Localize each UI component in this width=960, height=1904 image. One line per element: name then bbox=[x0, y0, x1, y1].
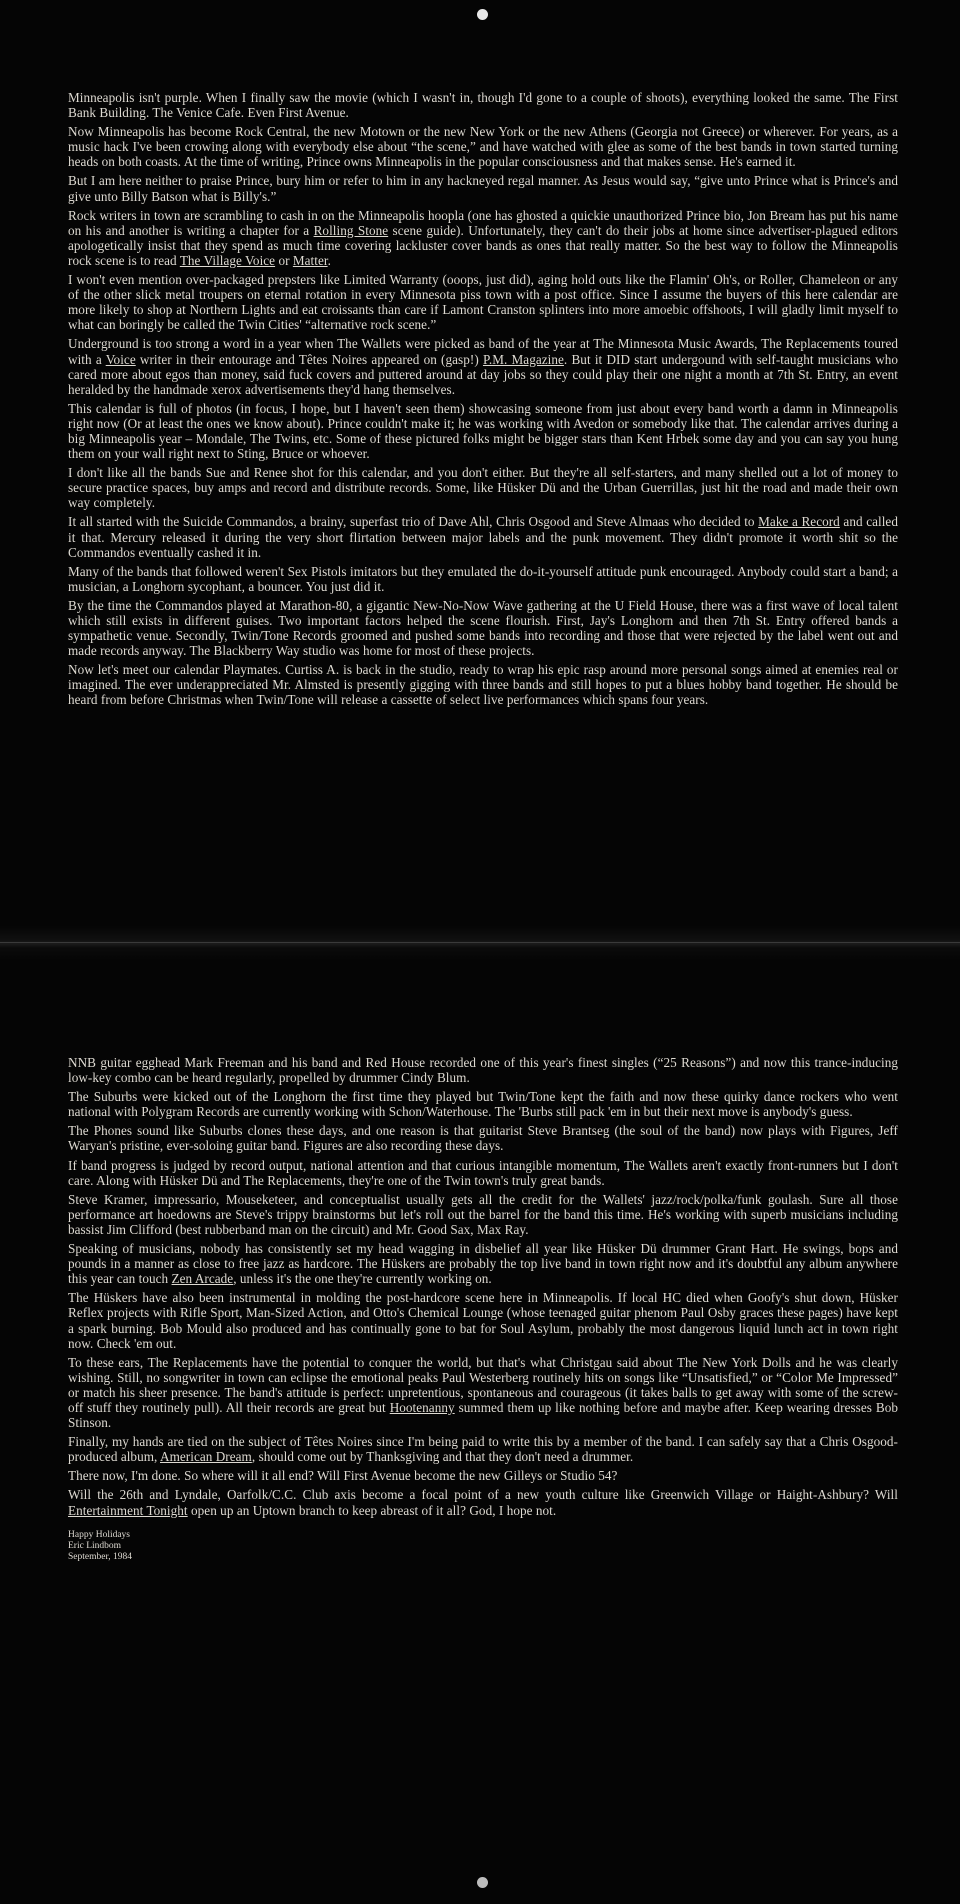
publication-title: Voice bbox=[105, 351, 136, 367]
text-run: writer in their entourage and Têtes Noires appeared on (gasp!) bbox=[135, 351, 483, 367]
essay-upper-half bbox=[68, 90, 898, 712]
signoff-greeting: Happy Holidays bbox=[68, 1529, 131, 1540]
text-run: Speaking of musicians, nobody has consistently set my head wagging in disbelief all year like Hüsker Dü drummer Grant Hart. He swings, bops and pounds in a manner as close to free jazz as hardcore. The Hüskers are probably the top live band in town right now and it's doubtful any album anywhere this year can touch bbox=[68, 1241, 898, 1287]
paragraph: The Phones sound like Suburbs clones these days, and one reason is that guitarist Steve Brantseg (the soul of the band) now plays with Figures, Jeff Waryan's pristine, ever-soloing guitar band. Figures are also recording these days. bbox=[68, 1123, 898, 1154]
publication-title: Matter bbox=[292, 252, 328, 268]
text-run: Rock writers in town are scrambling to cash in on the Minneapolis hoopla (one has ghosted a quickie unauthorized Prince bio, Jon Bream has put his name on his and another is writing a chapter for a bbox=[68, 207, 898, 238]
signoff-date: September, 1984 bbox=[68, 1551, 132, 1562]
text-run: , unless it's the one they're currently working on. bbox=[233, 1271, 492, 1287]
fold-crease bbox=[0, 942, 960, 943]
album-title: Make a Record bbox=[758, 514, 840, 530]
paragraph: Now Minneapolis has become Rock Central, the new Motown or the new New York or the new Athens (Georgia not Greece) or wherever. For years, as a music hack I've been crowing along with everybody else about “the scene,” and have watched with glee as some of the best bands in town started turning heads on both coasts. At the time of writing, Prince owns Minneapolis in the popular consciousness and that makes sense. He's earned it. bbox=[68, 124, 898, 170]
essay-lower-half bbox=[68, 1055, 898, 1563]
publication-title: P.M. Magazine bbox=[482, 351, 564, 367]
signoff-author: Eric Lindbom bbox=[68, 1540, 122, 1551]
paragraph: Minneapolis isn't purple. When I finally saw the movie (which I wasn't in, though I'd gone to a couple of shoots), everything looked the same. The First Bank Building. The Venice Cafe. Even First Avenue. bbox=[68, 90, 898, 121]
paragraph bbox=[68, 1355, 898, 1430]
paragraph bbox=[68, 1241, 898, 1286]
paragraph bbox=[68, 208, 898, 268]
signoff bbox=[68, 1530, 898, 1563]
punch-hole-bottom bbox=[477, 1877, 488, 1888]
publication-title: The Village Voice bbox=[179, 252, 276, 268]
paragraph: By the time the Commandos played at Marathon-80, a gigantic New-No-Now Wave gathering at the U Field House, there was a first wave of local talent which still exists in different guises. Two important factors helped the scene flourish. First, Jay's Longhorn and then 7th St. Entry offered bands a sympathetic venue. Secondly, Twin/Tone Records groomed and pushed some bands into recording and those that were rejected by the label went out and made records anyway. The Blackberry Way studio was home for most of these projects. bbox=[68, 597, 898, 659]
text-run: It all started with the Suicide Commandos, a brainy, superfast trio of Dave Ahl, Chris Osgood and Steve Almaas who decided to bbox=[68, 514, 759, 530]
paragraph: NNB guitar egghead Mark Freeman and his band and Red House recorded one of this year's finest singles (“25 Reasons”) and now this trance-inducing low-key combo can be heard regularly, propelled by drummer Cindy Blum. bbox=[68, 1055, 898, 1086]
paragraph bbox=[68, 514, 898, 559]
paragraph: Many of the bands that followed weren't Sex Pistols imitators but they emulated the do-it-yourself attitude punk encouraged. Anybody could start a band; a musician, a Longhorn sycophant, a bouncer. You just did it. bbox=[68, 563, 898, 594]
paragraph: This calendar is full of photos (in focus, I hope, but I haven't seen them) showcasing someone from just about every band worth a damn in Minneapolis right now (Or at least the ones we know about). Prince couldn't make it; he was working with Avedon or somebody like that. The calendar arrives during a big Minneapolis year – Mondale, The Twins, etc. Some of these pictured folks might be bigger stars than Kent Hrbek some day and you can say you hung them on your wall right next to Sting, Bruce or whoever. bbox=[68, 400, 898, 462]
paragraph: There now, I'm done. So where will it all end? Will First Avenue become the new Gilleys or Studio 54? bbox=[68, 1468, 618, 1484]
text-run: and called it that. Mercury released it during the very short flirtation between major labels and the punk movement. They didn't promote it worth shit so the Commandos eventually cashed it in. bbox=[68, 514, 898, 560]
paragraph bbox=[68, 1434, 898, 1464]
album-title: Zen Arcade bbox=[171, 1271, 234, 1287]
tv-show-title: Entertainment Tonight bbox=[68, 1502, 188, 1518]
text-run: . But it DID start undergound with self-taught musicians who cared more about egos than money, said fuck covers and puttered around at day jobs so they could play their one night a month at 7th St. Entry, an event heralded by the handmade xerox advertisements they'd hang themselves. bbox=[68, 351, 898, 397]
text-run: Finally, my hands are tied on the subject of Têtes Noires since I'm being paid to write this by a member of the band. I can safely say that a Chris Osgood-produced album, bbox=[68, 1434, 898, 1465]
paragraph: I won't even mention over-packaged prepsters like Limited Warranty (ooops, just did), aging hold outs like the Flamin' Oh's, or Roller, Chameleon or any of the other slick metal troupers on eternal rotation in every Minnesota piss town with a post office. Since I assume the buyers of this here calendar are more likely to shop at Northern Lights and eat croissants than care if Lamont Cranston splinters into more amoebic offshoots, I will gladly limit myself to what can boringly be called the Twin Cities' “alternative rock scene.” bbox=[68, 272, 898, 333]
text-run: Will the 26th and Lyndale, Oarfolk/C.C. Club axis become a focal point of a new youth culture like Greenwich Village or Haight-Ashbury? Will bbox=[68, 1487, 898, 1503]
page-fold bbox=[0, 926, 960, 960]
album-title: American Dream bbox=[160, 1449, 252, 1465]
paragraph: I don't like all the bands Sue and Renee shot for this calendar, and you don't either. But they're all self-starters, and many shelled out a lot of money to secure practice spaces, buy amps and record and distribute records. Some, like Hüsker Dü and the Urban Guerrillas, just hit the road and made their own way completely. bbox=[68, 465, 898, 511]
text-run: open up an Uptown branch to keep abreast of it all? God, I hope not. bbox=[187, 1502, 557, 1518]
paragraph: If band progress is judged by record output, national attention and that curious intangible momentum, The Wallets aren't exactly front-runners but I don't care. Along with Hüsker Dü and The Replacements, they're one of the Twin town's truly great bands. bbox=[68, 1157, 898, 1188]
paragraph bbox=[68, 336, 898, 396]
paragraph: But I am here neither to praise Prince, bury him or refer to him in any hackneyed regal manner. As Jesus would say, “give unto Prince what is Prince's and give unto Billy Batson what is Billy's.” bbox=[68, 173, 898, 204]
text-run: To these ears, The Replacements have the potential to conquer the world, but that's what Christgau said about The New York Dolls and he was clearly wishing. Still, no songwriter in town can eclipse the emotional peaks Paul Westerberg routinely hits on songs like “Unsatisfied,” or “Color Me Impressed” or match his sheer presence. The band's attitude is perfect: unpretentious, spontaneous and courageous (it takes balls to get away with some of the screw-off stuff they routinely pull). All their records are great but bbox=[68, 1354, 898, 1415]
paragraph: The Hüskers have also been instrumental in molding the post-hardcore scene here in Minneapolis. If local HC died when Goofy's shut down, Hüsker Reflex projects with Rifle Sport, Man-Sized Action, and Otto's Chemical Lounge (whose teenaged guitar phenom Paul Osby graces these pages) have kept a spark burning. Bob Mould also produced and has continually gone to bat for Soul Asylum, probably the most dangerous liquid lunch act in town right now. Check 'em out. bbox=[68, 1290, 898, 1351]
album-title: Hootenanny bbox=[389, 1399, 455, 1415]
text-run: or bbox=[275, 252, 293, 268]
text-run: , should come out by Thanksgiving and that they don't need a drummer. bbox=[251, 1449, 634, 1465]
punch-hole-top bbox=[477, 9, 488, 20]
paragraph: Steve Kramer, impressario, Mouseketeer, and conceptualist usually gets all the credit for the Wallets' jazz/rock/polka/funk goulash. Sure all those performance art hoedowns are Steve's trippy brainstorms but let's roll out the barrel for the band this time. He's working with superb musicians including bassist Jim Clifford (best rubberband man on the circuit) and Mr. Good Sax, Max Ray. bbox=[68, 1191, 898, 1237]
text-run: summed them up like nothing before and maybe after. Keep wearing dresses Bob Stinson. bbox=[68, 1399, 898, 1431]
paragraph: Now let's meet our calendar Playmates. Curtiss A. is back in the studio, ready to wrap his epic rasp around more personal songs aimed at enemies real or imagined. The ever underappreciated Mr. Almsted is presently gigging with three bands and still hopes to put a blues hobby band together. He should be heard from before Christmas when Twin/Tone will release a cassette of select live performances which spans four years. bbox=[68, 662, 898, 708]
paragraph bbox=[68, 1487, 898, 1517]
text-run: . bbox=[327, 252, 331, 268]
paragraph: The Suburbs were kicked out of the Longhorn the first time they played but Twin/Tone kept the faith and now these quirky dance rockers who went national with Polygram Records are currently working with Schon/Waterhouse. The 'Burbs still pack 'em in but their next move is anybody's guess. bbox=[68, 1089, 898, 1120]
publication-title: Rolling Stone bbox=[313, 222, 389, 238]
text-run: scene guide). Unfortunately, they can't do their jobs at home since advertiser-plagued editors apologetically insist that they spend as much time covering lackluster cover bands as ones that really matter. So the best way to follow the Minneapolis rock scene is to read bbox=[68, 222, 898, 268]
text-run: Underground is too strong a word in a year when The Wallets were picked as band of the year at The Minnesota Music Awards, The Replacements toured with a bbox=[68, 336, 898, 367]
